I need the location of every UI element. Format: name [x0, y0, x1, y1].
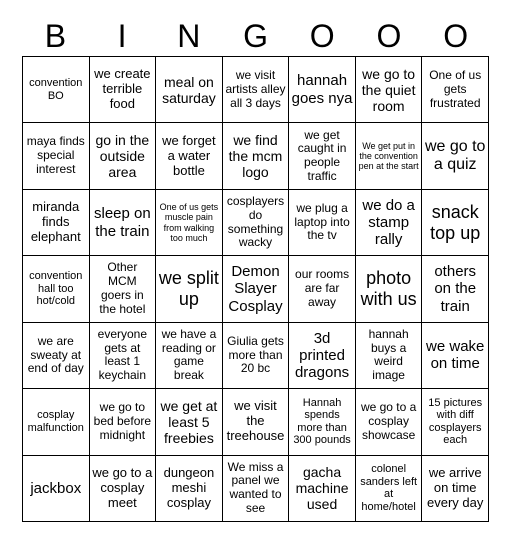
bingo-cell[interactable]: 15 pictures with diff cosplayers each	[422, 389, 489, 455]
bingo-cell[interactable]: Other MCM goers in the hotel	[90, 256, 157, 322]
bingo-cell[interactable]: we get caught in people traffic	[289, 123, 356, 189]
bingo-cell[interactable]: we go to a quiz	[422, 123, 489, 189]
bingo-cell[interactable]: jackbox	[23, 456, 90, 522]
bingo-cell[interactable]: One of us gets muscle pain from walking too much	[156, 190, 223, 256]
bingo-cell[interactable]: miranda finds elephant	[23, 190, 90, 256]
bingo-cell[interactable]: we visit the treehouse	[223, 389, 290, 455]
header-letter: N	[177, 18, 201, 54]
header-letter: O	[309, 18, 335, 54]
bingo-cell[interactable]: Demon Slayer Cosplay	[223, 256, 290, 322]
bingo-cell[interactable]: we are sweaty at end of day	[23, 323, 90, 389]
bingo-cell[interactable]: we go to a cosplay showcase	[356, 389, 423, 455]
bingo-cell[interactable]: we create terrible food	[90, 57, 157, 123]
bingo-cell[interactable]: go in the outside area	[90, 123, 157, 189]
bingo-cell[interactable]: snack top up	[422, 190, 489, 256]
bingo-cell[interactable]: we get at least 5 freebies	[156, 389, 223, 455]
bingo-cell[interactable]: others on the train	[422, 256, 489, 322]
header-letter: G	[243, 18, 268, 54]
bingo-cell[interactable]: we visit artists alley all 3 days	[223, 57, 290, 123]
bingo-cell[interactable]: we do a stamp rally	[356, 190, 423, 256]
bingo-cell[interactable]: we find the mcm logo	[223, 123, 290, 189]
bingo-cell[interactable]: Giulia gets more than 20 bc	[223, 323, 290, 389]
header-letter: I	[117, 18, 127, 54]
bingo-cell[interactable]: sleep on the train	[90, 190, 157, 256]
bingo-cell[interactable]: cosplay malfunction	[23, 389, 90, 455]
bingo-cell[interactable]: we have a reading or game break	[156, 323, 223, 389]
bingo-cell[interactable]: gacha machine used	[289, 456, 356, 522]
bingo-cell[interactable]: hannah buys a weird image	[356, 323, 423, 389]
header-letter: O	[443, 18, 469, 54]
bingo-cell[interactable]: we split up	[156, 256, 223, 322]
bingo-cell[interactable]: we go to a cosplay meet	[90, 456, 157, 522]
bingo-cell[interactable]: we arrive on time every day	[422, 456, 489, 522]
bingo-cell[interactable]: convention hall too hot/cold	[23, 256, 90, 322]
bingo-cell[interactable]: meal on saturday	[156, 57, 223, 123]
bingo-cell[interactable]: maya finds special interest	[23, 123, 90, 189]
bingo-cell[interactable]: One of us gets frustrated	[422, 57, 489, 123]
bingo-cell[interactable]: 3d printed dragons	[289, 323, 356, 389]
bingo-cell[interactable]: hannah goes nya	[289, 57, 356, 123]
bingo-cell[interactable]: we go to the quiet room	[356, 57, 423, 123]
bingo-cell[interactable]: convention BO	[23, 57, 90, 123]
bingo-cell[interactable]: photo with us	[356, 256, 423, 322]
bingo-cell[interactable]: we plug a laptop into the tv	[289, 190, 356, 256]
header-letter: O	[376, 18, 402, 54]
bingo-cell[interactable]: dungeon meshi cosplay	[156, 456, 223, 522]
bingo-grid	[22, 56, 489, 522]
bingo-cell[interactable]: we go to bed before midnight	[90, 389, 157, 455]
bingo-cell[interactable]: We miss a panel we wanted to see	[223, 456, 290, 522]
bingo-cell[interactable]: we wake on time	[422, 323, 489, 389]
header-letter: B	[44, 18, 67, 54]
bingo-cell[interactable]: Hannah spends more than 300 pounds	[289, 389, 356, 455]
bingo-cell[interactable]: we forget a water bottle	[156, 123, 223, 189]
bingo-header	[22, 18, 489, 54]
bingo-cell[interactable]: We get put in the convention pen at the start	[356, 123, 423, 189]
bingo-cell[interactable]: everyone gets at least 1 keychain	[90, 323, 157, 389]
bingo-cell[interactable]: cosplayers do something wacky	[223, 190, 290, 256]
bingo-cell[interactable]: colonel sanders left at home/hotel	[356, 456, 423, 522]
bingo-cell[interactable]: our rooms are far away	[289, 256, 356, 322]
